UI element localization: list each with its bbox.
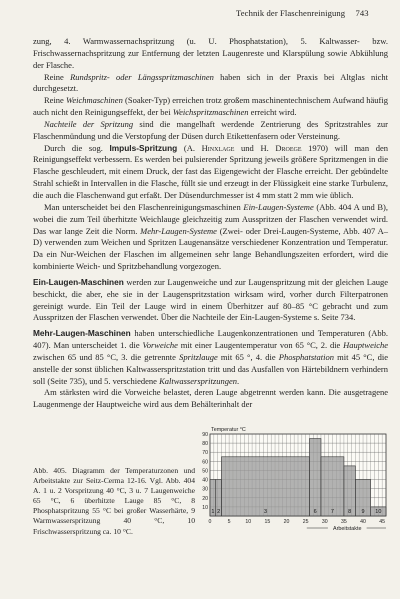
x-tick-label: 0 xyxy=(208,519,212,525)
y-tick-label: 10 xyxy=(202,504,208,511)
y-tick-label: 20 xyxy=(202,495,208,502)
header-title: Technik der Flaschenreinigung xyxy=(236,8,346,18)
x-tick-label: 10 xyxy=(245,519,252,525)
paragraph-5: Durch die sog. Impuls-Spritzung (A. Hinxlage und H. Droege 1970) will man den Reinigungseffekt verbessern. Es werden bei pulsierender Spritzung jeweils größere Spritzmengen in die Flasche geschleudert, mit einem Druck, der fast das Eigengewicht der Flasche erreicht. Der gebündelte Strahl schießt in Intervallen in die Flasche, füllt sie und erzeugt in der Flüssigkeit eine starke Turbulenz, die auch die Flaschenwand gut erfaßt. Der Düsendurchmesser ist 4 mm statt 2 mm wie üblich. xyxy=(33,142,388,200)
running-header xyxy=(236,8,369,18)
zone-label-6: 6 xyxy=(313,509,317,515)
x-tick-label: 20 xyxy=(283,519,290,525)
x-tick-label: 25 xyxy=(302,519,309,525)
y-axis-title: Temperatur °C xyxy=(211,427,246,433)
y-tick-label: 60 xyxy=(202,459,208,466)
paragraph-4: Nachteile der Spritzung sind die mangelhaft werdende Zentrierung des Spritzstrahles zur Flaschenmündung und die Verstopfung der Düsen durch Etikettenfasern oder Versteinung. xyxy=(33,118,388,141)
zone-label-2: 2 xyxy=(217,509,221,515)
figure-caption xyxy=(33,466,195,537)
zone-bar-7 xyxy=(321,457,344,516)
y-tick-label: 50 xyxy=(202,468,208,475)
x-axis-title: Arbeitstakte xyxy=(333,526,362,532)
temperature-zone-chart xyxy=(192,422,390,538)
x-tick-label: 15 xyxy=(264,519,271,525)
paragraph-2: Reine Rundspritz- oder Längsspritzmaschinen haben sich in der Praxis bei Altglas nicht durchgesetzt. xyxy=(33,71,388,94)
y-tick-label: 30 xyxy=(202,486,208,493)
x-tick-label: 30 xyxy=(321,519,328,525)
zone-label-1: 1 xyxy=(211,509,215,515)
x-tick-label: 35 xyxy=(341,519,347,525)
caption-legend: 1 u. 2 Vorspritzung 40 °C, 3 u. 7 Laugenweiche 65 °C, 6 überhitzte Lauge 85 °C, 8 Phosphatspritzung 55 °C bei großer Wasserhärte, 9 Warmwasserspritzung 40 °C, 10 Frischwasserspritzung ca. 10 °C. xyxy=(33,486,196,536)
page-number: 743 xyxy=(355,8,369,18)
zone-label-9: 9 xyxy=(361,509,365,515)
caption-title: Abb. 405. Diagramm der Temperaturzonen und Arbeitstakte zur Seitz-Cerma 12-16. Vgl. Abb. 404 A. xyxy=(33,466,195,496)
x-tick-label: 5 xyxy=(227,519,231,525)
paragraph-8: Mehr-Laugen-Maschinen haben unterschiedliche Laugenkonzentrationen und Temperaturen (Abb. 407). Man unterscheidet 1. die Vorweiche mit einer Laugentemperatur von 65 °C, 2. die Hauptweiche zwischen 65 und 85 °C, 3. die getrennte Spritzlauge mit 65 °, 4. die Phosphatstation mit 45 °C, die anstelle der sonst üblichen Kaltwasserspritzstation tritt und das Ausfallen von Härtebildnern verhindern soll (Seite 735), und 5. verschiedene Kaltwasserspritzungen. xyxy=(33,328,389,386)
paragraph-1: zung, 4. Warmwassernachspritzung (u. U. Phosphatstation), 5. Kaltwasser- bzw. Frischwassernachspritzung zur Entfernung der letzten Laugenreste und Klarspülung sowie Abkühlung der Flasche. xyxy=(33,36,388,70)
zone-label-10: 10 xyxy=(375,509,382,515)
paragraph-9: Am stärksten wird die Vorweiche belastet, deren Lauge abgetrennt werden kann. Die ausgetragene Laugenmenge der Hauptweiche wird aus dem Behälterinhalt der xyxy=(33,387,388,410)
paragraph-7: Ein-Laugen-Maschinen werden zur Laugenweiche und zur Laugenspritzung mit der gleichen Lauge beschickt, die aber, ehe sie in der Laugenspritzstation wirksam wird, vorher durch Filterpatronen gereinigt wurde. Ein Teil der Lauge wird in einem Überhitzer auf 80–85 °C gebracht und zum Ausspritzen der Flaschen verwendet. Über die Nachteile der Ein-Laugen-Systeme s. Seite 734. xyxy=(33,276,388,323)
paragraph-3: Reine Weichmaschinen (Soaker-Typ) erreichen trotz großem maschinentechnischem Aufwand häufig auch nicht den Reinigungseffekt, der bei Weichspritzmaschinen erreicht wird. xyxy=(33,95,388,118)
x-tick-label: 45 xyxy=(379,519,386,525)
x-tick-label: 40 xyxy=(360,519,366,525)
zone-label-8: 8 xyxy=(348,509,352,515)
y-tick-label: 70 xyxy=(202,450,208,457)
zone-label-3: 3 xyxy=(263,509,268,515)
y-tick-label: 80 xyxy=(202,441,208,448)
y-tick-label: 40 xyxy=(202,477,208,484)
y-tick-label: 90 xyxy=(202,432,208,438)
paragraph-6: Man unterscheidet bei den Flaschenreinigungsmaschinen Ein-Laugen-Systeme (Abb. 404 A und B), wobei die zum Teil überhitzte Weichlauge gleichzeitig zum Ausspritzen der Flaschen verwendet wird. Das war lange Zeit die Norm. Mehr-Laugen-Systeme (Zwei- oder Drei-Laugen-Systeme, Abb. 407 A–D) verwenden zum Weichen und Spritzen Laugenansätze verschiedener Konzentration und Temperatur. Da ein Nur-Weichen der Flaschen im allgemeinen sehr lange Behandlungszeiten erfordert, wird die kombinierte Weich- und Spritzbehandlung vorgezogen. xyxy=(33,201,389,272)
main-text xyxy=(33,36,388,411)
zone-bar-3 xyxy=(221,457,309,516)
zone-bar-6 xyxy=(309,439,320,516)
zone-label-7: 7 xyxy=(330,509,334,515)
